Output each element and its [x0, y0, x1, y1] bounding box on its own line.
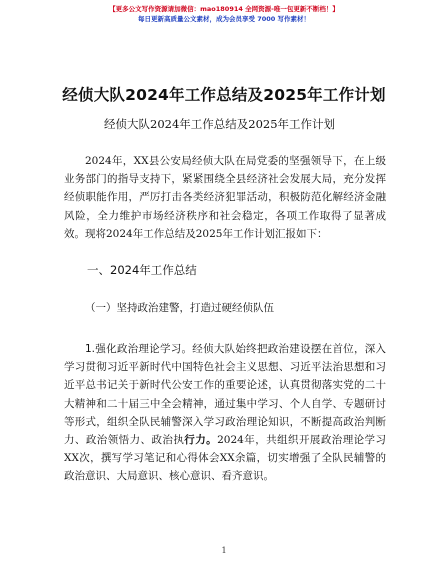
promo-banner-line-1: 【更多公文写作资源请加微信：mao180914 全网资源-唯一包更新不断档！】	[109, 5, 339, 13]
paragraph-lead: 1.强化政治理论学习。	[85, 343, 193, 355]
political-study-paragraph	[64, 340, 386, 486]
paragraph-tail: 2024年，共组织开展政治理论学习XX次，撰写学习笔记和心得体会XX余篇，切实增强了全队民辅警的政治意识、大局意识、核心意识、看齐意识。	[64, 434, 386, 483]
paragraph-bold-fragment: 行力。	[184, 434, 218, 447]
intro-paragraph: 2024年，XX县公安局经侦大队在局党委的坚强领导下，在上级业务部门的指导支持下，紧紧围绕全县经济社会发展大局，充分发挥经侦职能作用，严厉打击各类经济犯罪活动，积极防范化解经济金融风险，全力维护市场经济秩序和社会稳定，各项工作取得了显著成效。现将2024年工作总结及2025年工作计划汇报如下：	[64, 155, 386, 240]
subsection-heading-political: （一）坚持政治建警，打造过硬经侦队伍	[85, 302, 274, 314]
promo-banner	[0, 5, 448, 24]
paragraph-body: 经侦大队始终把政治建设摆在首位，深入学习贯彻习近平新时代中国特色社会主义思想、习近平法治思想和习近平总书记关于新时代公安工作的重要论述，认真贯彻落实党的二十大精神和二十届三中全会精神，通过集中学习、个人自学、专题研讨等形式，组织全队民辅警深入学习政治理论知识，不断提高政治判断力、政治领悟力、政治执	[64, 343, 386, 447]
document-subtitle: 经侦大队2024年工作总结及2025年工作计划	[104, 117, 336, 131]
section-heading-work-summary: 一、2024年工作总结	[87, 263, 197, 277]
document-title: 经侦大队2024年工作总结及2025年工作计划	[62, 86, 386, 104]
promo-banner-line-2: 每日更新高质量公文素材，成为会员享受 7000 写作素材！	[137, 14, 311, 23]
page-number: 1	[221, 546, 227, 555]
